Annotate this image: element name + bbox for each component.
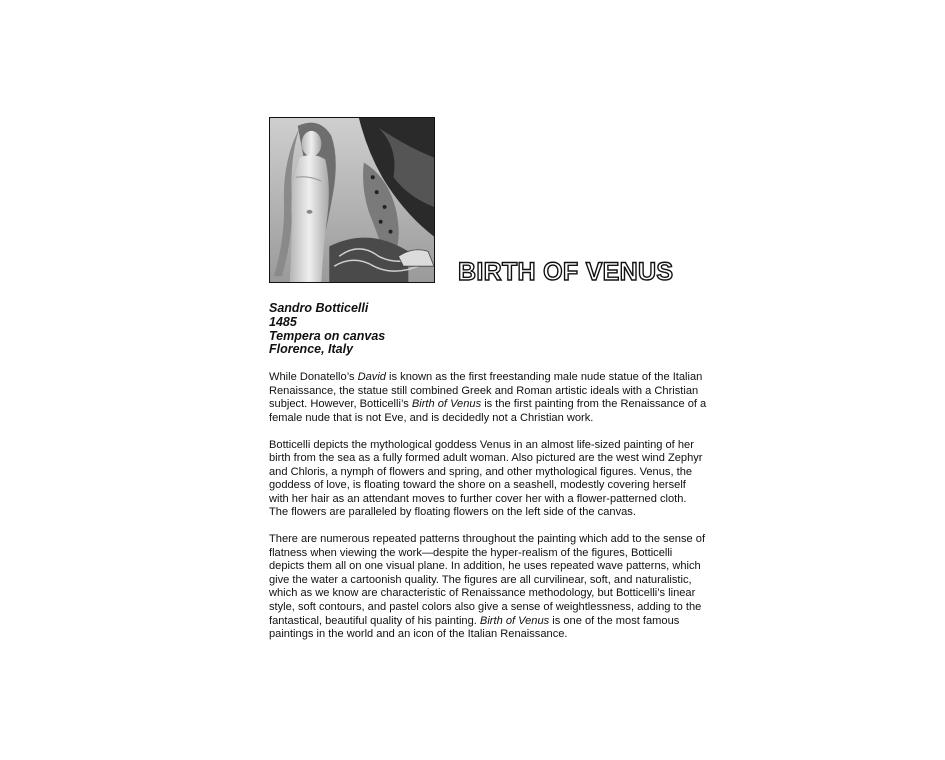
painting-thumbnail-icon <box>269 117 435 283</box>
paragraph-1-text: While Donatello’s <box>269 371 358 383</box>
work-title-david: David <box>357 371 386 383</box>
paragraph-1-text: is known as the first freestanding male nude statue of the Italian Renaissance, the statue still combined Greek and Roman artistic ideals with a Christian subject. However, Botticelli’s <box>269 371 703 411</box>
artwork-location: Florence, Italy <box>269 342 354 357</box>
paragraph-1-text: is the first painting from the Renaissance of a female nude that is not Eve, and is decidedly not a Christian work. <box>269 398 707 424</box>
paragraph-3-text: There are numerous repeated patterns throughout the painting which add to the sense of flatness when viewing the work—despite the hyper-realism of the figures, Botticelli depicts them all on one visual plane. In addition, he uses repeated wave patterns, which give the water a cartoonish quality. The figures are all curvilinear, soft, and naturalistic, which as we know are characteristic of Renaissance methodology, but Botticelli’s linear style, soft contours, and pastel colors also give a sense of weightlessness, adding to the fantastical, beautiful quality of his painting. <box>269 533 706 627</box>
artwork-medium: Tempera on canvas <box>269 328 386 343</box>
paragraph-3 <box>269 533 707 641</box>
paragraph-1 <box>269 371 707 425</box>
artwork-details <box>269 302 385 357</box>
paragraph-2-text: Botticelli depicts the mythological goddess Venus in an almost life-sized painting of her birth from the sea as a fully formed adult woman. Also pictured are the west wind Zephyr and Chloris, a nymph of flowers and spring, and other mythological figures. Venus, the goddess of love, is floating toward the shore on a seashell, modestly covering herself with her hair as an attendant moves to further cover her with a flower-patterned cloth. The flowers are paralleled by floating flowers on the left side of the canvas. <box>269 438 703 519</box>
work-title-birth-of-venus: Birth of Venus <box>411 398 482 411</box>
paragraph-3-text: is one of the most famous paintings in the world and an icon of the Italian Renaissance. <box>269 614 680 641</box>
paragraph-2 <box>269 439 707 520</box>
description <box>269 371 707 655</box>
work-title-birth-of-venus: Birth of Venus <box>479 614 550 627</box>
artwork-year: 1485 <box>269 314 297 329</box>
page-title: BIRTH OF VENUS <box>458 258 674 286</box>
artist-name: Sandro Botticelli <box>269 301 369 315</box>
